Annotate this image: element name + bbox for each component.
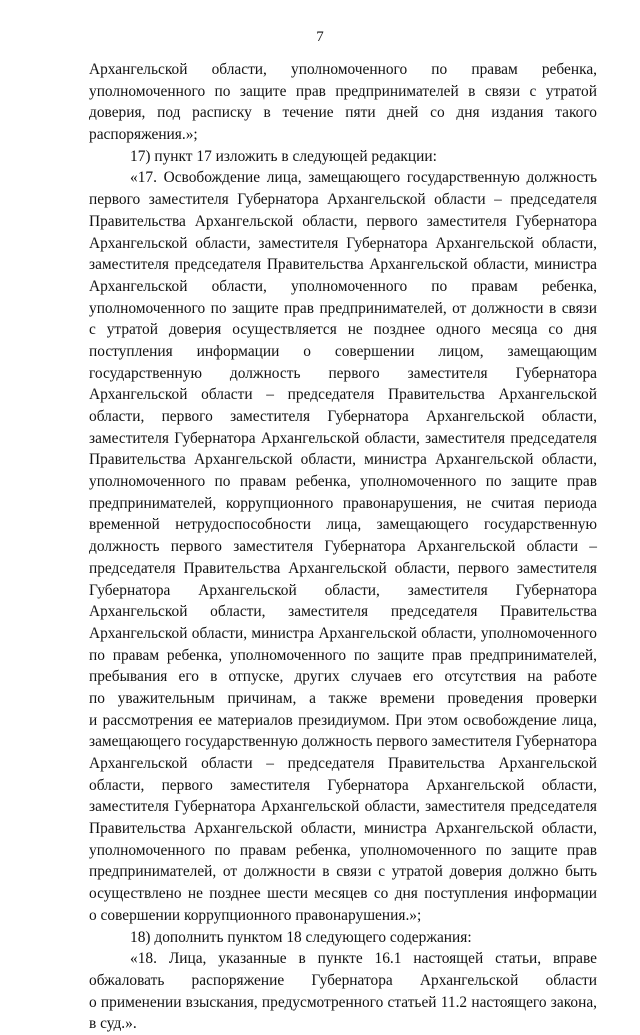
- document-body: [89, 59, 597, 1035]
- text-line: заместителя Губернатора Архангельской области, заместителя председателя: [89, 429, 597, 447]
- text-line: обжаловать распоряжение Губернатора Архангельской области: [89, 971, 597, 989]
- text-line: и рассмотрения ее материалов президиумом. При этом освобождение лица,: [89, 711, 597, 729]
- text-line: Архангельской области, заместителя председателя Правительства: [89, 603, 597, 621]
- text-line: «18. Лица, указанные в пункте 16.1 настоящей статьи, вправе: [130, 950, 597, 968]
- text-line: Архангельской области, министра Архангельской области, уполномоченного: [89, 624, 597, 642]
- text-line: предпринимателей, от должности в связи с утратой доверия должно быть: [89, 863, 597, 881]
- text-line: Правительства Архангельской области, министра Архангельской области,: [89, 451, 597, 469]
- text-line: пребывания его в отпуске, других случаев его отсутствия на работе: [89, 668, 597, 686]
- text-line: по уважительным причинам, а также времени проведения проверки: [89, 689, 597, 707]
- text-line: в суд.».: [89, 1015, 137, 1033]
- text-line: замещающего государственную должность первого заместителя Губернатора: [89, 733, 597, 751]
- page-number: 7: [316, 29, 324, 45]
- text-line: Губернатора Архангельской области, заместителя Губернатора: [89, 581, 597, 599]
- text-line: Правительства Архангельской области, министра Архангельской области,: [89, 820, 597, 838]
- text-line: 18) дополнить пунктом 18 следующего содержания:: [130, 928, 472, 946]
- text-line: Архангельской области – председателя Правительства Архангельской: [89, 386, 597, 404]
- text-line: председателя Правительства Архангельской области, первого заместителя: [89, 559, 597, 577]
- text-line: о применении взыскания, предусмотренного статьей 11.2 настоящего закона,: [89, 993, 597, 1011]
- text-line: Архангельской области, заместителя Губернатора Архангельской области,: [89, 234, 597, 252]
- text-line: области, первого заместителя Губернатора Архангельской области,: [89, 408, 597, 425]
- text-line: Архангельской области, уполномоченного по правам ребенка,: [89, 61, 597, 78]
- text-line: о совершении коррупционного правонарушения.»;: [89, 906, 422, 924]
- text-line: заместителя Губернатора Архангельской области, заместителя председателя: [89, 798, 597, 816]
- text-line: 17) пункт 17 изложить в следующей редакции:: [130, 147, 437, 165]
- text-line: уполномоченного по правам ребенка, уполномоченного по защите прав: [89, 841, 597, 859]
- text-line: Архангельской области – председателя Правительства Архангельской: [89, 755, 597, 772]
- text-line: с утратой доверия осуществляется не позднее одного месяца со дня: [89, 321, 597, 339]
- text-line: первого заместителя Губернатора Архангельской области – председателя: [89, 191, 597, 209]
- text-line: уполномоченного по защите прав предпринимателей, от должности в связи: [89, 299, 597, 317]
- text-line: Архангельской области, уполномоченного по правам ребенка,: [89, 277, 597, 295]
- text-line: по правам ребенка, уполномоченного по защите прав предпринимателей,: [89, 646, 597, 664]
- text-line: государственную должность первого заместителя Губернатора: [89, 364, 597, 382]
- text-line: «17. Освобождение лица, замещающего государственную должность: [130, 169, 597, 187]
- text-line: уполномоченного по защите прав предпринимателей в связи с утратой: [89, 82, 597, 100]
- text-line: доверия, под расписку в течение пяти дней со дня издания такого: [89, 104, 597, 122]
- text-line: поступления информации о совершении лицом, замещающим: [89, 342, 597, 360]
- text-line: распоряжения.»;: [89, 126, 198, 144]
- text-line: заместителя председателя Правительства Архангельской области, министра: [89, 256, 597, 274]
- text-line: уполномоченного по правам ребенка, уполномоченного по защите прав: [89, 473, 597, 491]
- text-line: временной нетрудоспособности лица, замещающего государственную: [89, 516, 597, 534]
- text-line: предпринимателей, коррупционного правонарушения, не считая периода: [89, 494, 597, 512]
- text-line: осуществлено не позднее шести месяцев со дня поступления информации: [89, 885, 597, 903]
- text-line: области, первого заместителя Губернатора Архангельской области,: [89, 776, 597, 794]
- text-line: Правительства Архангельской области, первого заместителя Губернатора: [89, 212, 597, 230]
- text-line: должность первого заместителя Губернатора Архангельской области –: [89, 538, 597, 556]
